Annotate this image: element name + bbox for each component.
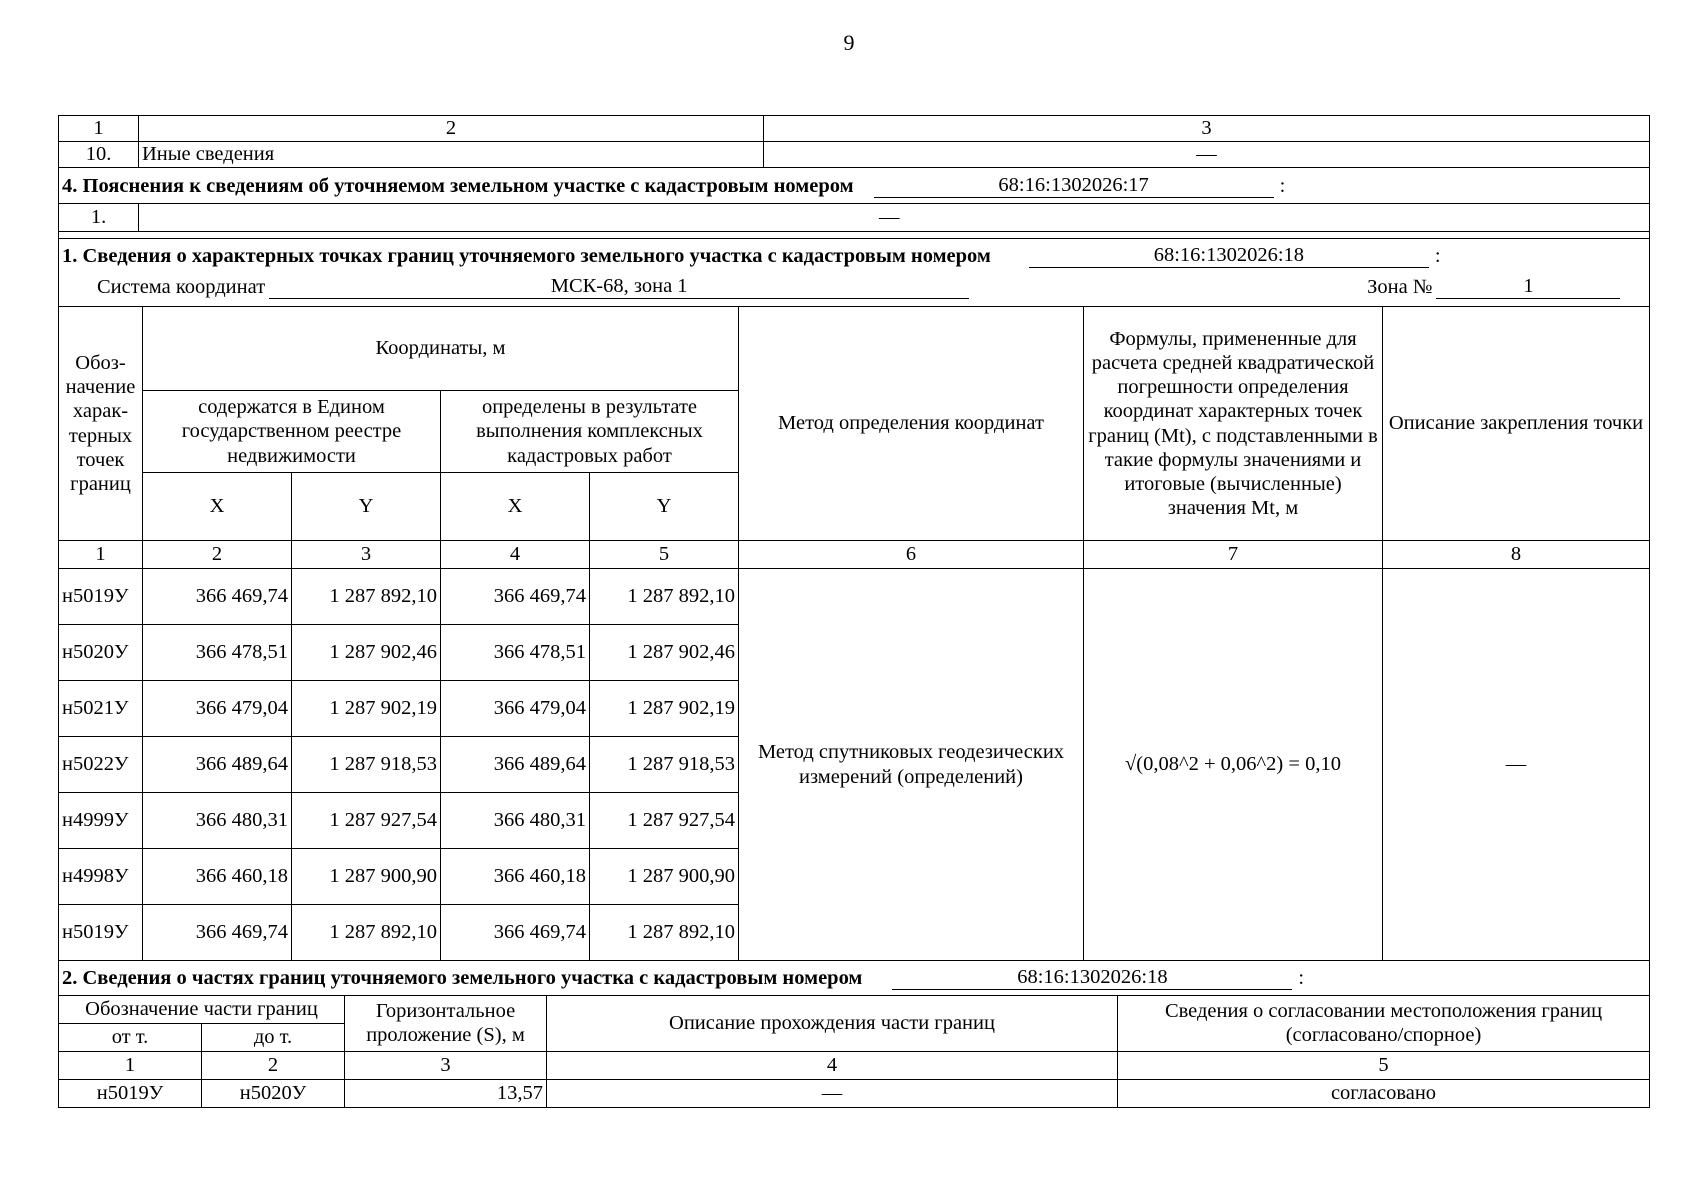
section2-title: 2. Сведения о частях границ уточняемого земельного участка с кадастровым номером (62, 966, 863, 989)
designation-header: Обоз- начение харак- терных точек границ (59, 307, 143, 541)
point-x1: 366 489,64 (143, 737, 292, 793)
point-id: н5022У (59, 737, 143, 793)
formula-value: √(0,08^2 + 0,06^2) = 0,10 (1084, 569, 1383, 961)
col-number: 5 (590, 541, 739, 569)
point-y2: 1 287 927,54 (590, 793, 739, 849)
coord-system-value: МСК-68, зона 1 (269, 274, 969, 299)
part-passage: — (547, 1079, 1118, 1107)
section2-header (59, 960, 1650, 995)
formulas-header: Формулы, примененные для расчета средней квадратической погрешности определения координат характерных точек границ (Mt), с подставленными в такие формулы значениями и итоговые (вычисленные) значения Mt, м (1084, 307, 1383, 541)
point-y1: 1 287 918,53 (292, 737, 441, 793)
point-x2: 366 489,64 (441, 737, 590, 793)
y2-header: Y (590, 473, 739, 541)
point-y2: 1 287 892,10 (590, 569, 739, 625)
method-header: Метод определения координат (739, 307, 1084, 541)
section1-cadastral: 68:16:1302026:18 (1029, 243, 1429, 268)
point-id: н5021У (59, 681, 143, 737)
col-number: 1 (59, 541, 143, 569)
section2-cadastral: 68:16:1302026:18 (892, 965, 1292, 990)
part-horizontal: 13,57 (345, 1079, 547, 1107)
col-number: 3 (345, 1051, 547, 1079)
top-col-1: 1 (59, 116, 139, 142)
y1-header: Y (292, 473, 441, 541)
part-header: Обозначение части границ (59, 995, 345, 1023)
row10-value: — (764, 142, 1650, 168)
coordinates-header: Координаты, м (143, 307, 739, 391)
col-number: 8 (1383, 541, 1650, 569)
part-to: н5020У (202, 1079, 345, 1107)
method-value: Метод спутниковых геодезических измерений (определений) (739, 569, 1084, 961)
point-id: н5019У (59, 905, 143, 961)
description-header: Описание закрепления точки (1383, 307, 1650, 541)
section4-title: 4. Пояснения к сведениям об уточняемом земельном участке с кадастровым номером (62, 174, 854, 197)
x1-header: X (143, 473, 292, 541)
complex-header: определены в результате выполнения комплексных кадастровых работ (441, 391, 739, 473)
section4-colon: : (1279, 174, 1286, 197)
point-x2: 366 469,74 (441, 905, 590, 961)
point-y2: 1 287 892,10 (590, 905, 739, 961)
point-x2: 366 479,04 (441, 681, 590, 737)
col-number: 2 (143, 541, 292, 569)
col-number: 7 (1084, 541, 1383, 569)
part-agreement: согласовано (1118, 1079, 1650, 1107)
top-col-2: 2 (139, 116, 764, 142)
col-number: 6 (739, 541, 1084, 569)
col-number: 5 (1118, 1051, 1650, 1079)
points-table (58, 238, 1650, 961)
col-number: 4 (441, 541, 590, 569)
table-row (59, 569, 1650, 625)
point-id: н5019У (59, 569, 143, 625)
point-x1: 366 479,04 (143, 681, 292, 737)
section2-colon: : (1298, 966, 1305, 989)
point-x2: 366 469,74 (441, 569, 590, 625)
point-y1: 1 287 900,90 (292, 849, 441, 905)
col-number: 4 (547, 1051, 1118, 1079)
zone-label: Зона № (1367, 276, 1433, 299)
point-x1: 366 480,31 (143, 793, 292, 849)
document-sheet (58, 115, 1650, 1108)
row10-num: 10. (59, 142, 139, 168)
point-id: н4999У (59, 793, 143, 849)
point-y1: 1 287 902,19 (292, 681, 441, 737)
col-number: 2 (202, 1051, 345, 1079)
point-x1: 366 478,51 (143, 625, 292, 681)
point-y1: 1 287 892,10 (292, 569, 441, 625)
agreement-header: Сведения о согласовании местоположения границ (согласовано/спорное) (1118, 995, 1650, 1051)
section1-title: 1. Сведения о характерных точках границ уточняемого земельного участка с кадастровым номером (62, 245, 991, 267)
point-y2: 1 287 900,90 (590, 849, 739, 905)
horizontal-header: Горизонтальное проложение (S), м (345, 995, 547, 1051)
row10-label: Иные сведения (139, 142, 764, 168)
section4-header (59, 168, 1650, 204)
col-number: 1 (59, 1051, 202, 1079)
point-y2: 1 287 918,53 (590, 737, 739, 793)
section1-colon: : (1434, 245, 1441, 267)
point-x1: 366 469,74 (143, 569, 292, 625)
section4-row-num: 1. (59, 204, 139, 232)
x2-header: X (441, 473, 590, 541)
egrn-header: содержатся в Едином государственном реестре недвижимости (143, 391, 441, 473)
part-from: н5019У (59, 1079, 202, 1107)
point-y1: 1 287 927,54 (292, 793, 441, 849)
to-header: до т. (202, 1023, 345, 1051)
parts-table (58, 960, 1650, 1108)
coord-system-label: Система координат (97, 276, 266, 299)
point-id: н5020У (59, 625, 143, 681)
point-y1: 1 287 902,46 (292, 625, 441, 681)
point-x1: 366 460,18 (143, 849, 292, 905)
section4-row-value: — (139, 204, 1650, 232)
point-x2: 366 478,51 (441, 625, 590, 681)
section1-header (59, 239, 1650, 307)
section4-cadastral: 68:16:1302026:17 (874, 173, 1274, 198)
top-col-3: 3 (764, 116, 1650, 142)
point-y2: 1 287 902,46 (590, 625, 739, 681)
top-table (58, 115, 1650, 232)
page-number: 9 (843, 30, 855, 55)
zone-value: 1 (1436, 274, 1620, 299)
point-x2: 366 480,31 (441, 793, 590, 849)
passage-header: Описание прохождения части границ (547, 995, 1118, 1051)
point-x1: 366 469,74 (143, 905, 292, 961)
point-y1: 1 287 892,10 (292, 905, 441, 961)
point-y2: 1 287 902,19 (590, 681, 739, 737)
table-row (59, 1079, 1650, 1107)
point-x2: 366 460,18 (441, 849, 590, 905)
col-number: 3 (292, 541, 441, 569)
description-value: — (1383, 569, 1650, 961)
point-id: н4998У (59, 849, 143, 905)
from-header: от т. (59, 1023, 202, 1051)
